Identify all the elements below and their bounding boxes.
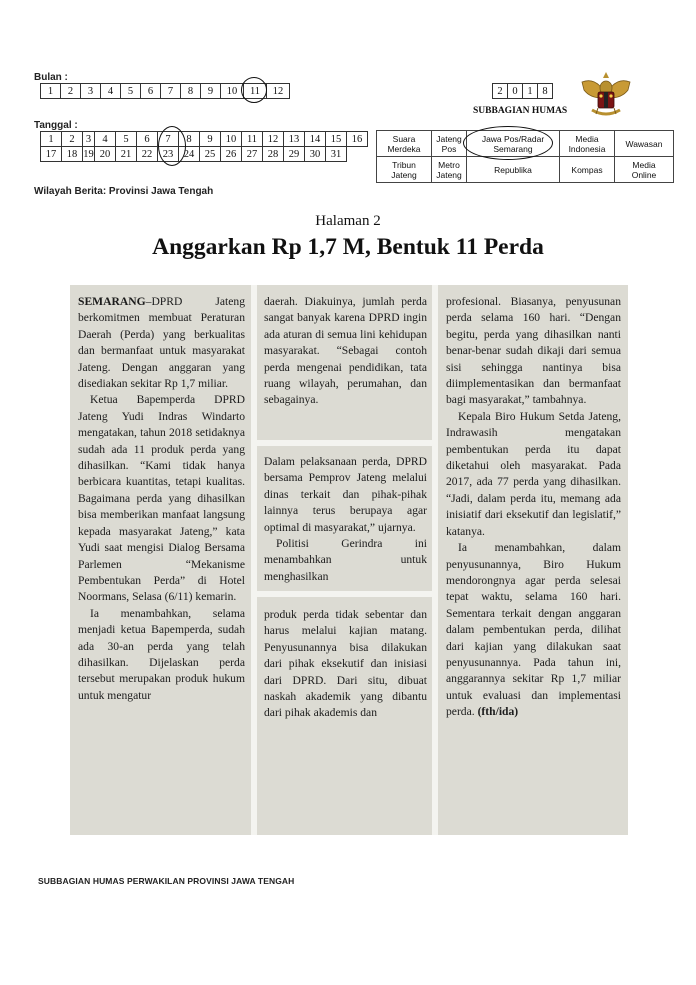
tanggal-cell: 24 — [179, 147, 200, 162]
paragraph: Kepala Biro Hukum Setda Jateng, Indrawasih mengatakan pembentukan perda itu dapat diketahui oleh masyarakat. Pada 2017, ada 77 perda yang dihasilkan. “Jadi, dalam perda itu, memang ada inisiatif dari eksekutif dan legislatif,” katanya. — [446, 409, 621, 538]
byline: (fth/ida) — [477, 705, 519, 719]
bulan-cell: 1 — [41, 84, 61, 99]
tanggal-cell: 19 — [83, 148, 94, 160]
paragraph: Ketua Bapemperda DPRD Jateng Yudi Indras Windarto mengatakan, tahun 2018 setidaknya sudah ada 11 produk perda yang dihasilkan. “Kami tidak hanya berbicara kuantitas, tetapi kualitas. Bagaimana perda yang dihasilkan bisa memberikan manfaat langsung kepada masyarakat Jateng,” kata Yudi saat mengisi Dialog Bersama Parlemen “Mekanisme Pembentukan Perda” di Hotel Noormans, Selasa (6/11) kemarin. — [78, 393, 245, 604]
tanggal-cell: 9 — [200, 132, 221, 147]
tanggal-cell: 30 — [305, 147, 326, 162]
tanggal-cell: 16 — [347, 132, 368, 147]
media-selection-ellipse — [463, 126, 553, 160]
tanggal-cell: 1 — [41, 132, 62, 147]
bulan-selection-circle — [241, 77, 267, 103]
page-number: Halaman 2 — [315, 213, 381, 229]
paragraph: SEMARANG–DPRD Jateng berkomitmen membuat Peraturan Daerah (Perda) yang berkualitas dan bermanfaat untuk masyarakat Jateng. Dengan anggaran yang disediakan sekitar Rp 1,7 miliar. — [78, 295, 245, 391]
paragraph: Politisi Gerindra ini menambahkan untuk menghasilkan — [264, 537, 427, 583]
tanggal-grid — [40, 131, 368, 162]
tanggal-cell: 8 — [179, 132, 200, 147]
column-gutter — [432, 285, 438, 835]
tanggal-cell: 14 — [305, 132, 326, 147]
bulan-label: Bulan : — [34, 72, 68, 83]
tanggal-cell: 4 — [95, 132, 116, 147]
media-suara-merdeka: Suara Merdeka — [377, 131, 432, 157]
dateline: SEMARANG — [78, 295, 146, 308]
media-kompas: Kompas — [560, 157, 615, 183]
year-digit: 1 — [523, 84, 538, 99]
tanggal-label: Tanggal : — [34, 120, 78, 131]
year-grid — [492, 83, 553, 99]
garuda-emblem-icon — [578, 68, 634, 120]
tanggal-cell: 21 — [116, 147, 137, 162]
media-media-online: Media Online — [615, 157, 674, 183]
paragraph: Ia menambahkan, selama menjadi ketua Bapemperda, sudah ada 30-an perda yang telah dihasilkan. Dijelaskan perda tersebut merupakan produk hukum untuk mengatur — [78, 606, 245, 702]
media-jateng-pos: Jateng Pos — [432, 131, 467, 157]
media-jawa-pos-radar-semarang: Jawa Pos/Radar Semarang — [467, 131, 560, 157]
tanggal-cell: 11 — [242, 132, 263, 147]
tanggal-cell: 31 — [326, 147, 347, 162]
bulan-cell: 12 — [267, 84, 290, 99]
footer-label: SUBBAGIAN HUMAS PERWAKILAN PROVINSI JAWA TENGAH — [38, 876, 295, 886]
media-wawasan: Wawasan — [615, 131, 674, 157]
paragraph: daerah. Diakuinya, jumlah perda sangat banyak karena DPRD ingin ada aturan di semua lini kehidupan masyarakat. “Sebagai contoh perda mengenai pendidikan, tata ruang wilayah, perumahan, dan sebagainya. — [264, 295, 427, 407]
tanggal-cell: 20 — [95, 147, 116, 162]
tanggal-cell: 23 — [158, 147, 179, 162]
tanggal-cell: 17 — [41, 147, 62, 162]
headline: Anggarkan Rp 1,7 M, Bentuk 11 Perda — [152, 234, 544, 260]
tanggal-selection-circle — [158, 126, 186, 166]
tanggal-cell: 27 — [242, 147, 263, 162]
paragraph: profesional. Biasanya, penyusunan perda selama 160 hari. “Dengan begitu, perda yang dihasilkan nanti benar-benar sudah dikaji dari semua sisi sehingga nantinya bisa diimplementasikan dan bermanfaat bagi masyarakat,” tambahnya. — [446, 295, 621, 407]
tanggal-cell: 2 — [62, 132, 83, 147]
tanggal-cell: 18 — [62, 147, 83, 162]
article-column-2-middle — [264, 454, 427, 585]
article-column-2-bottom — [264, 607, 427, 722]
tanggal-cell: 15 — [326, 132, 347, 147]
tanggal-cell: 22 — [137, 147, 158, 162]
tanggal-cell: 10 — [221, 132, 242, 147]
bulan-cell: 9 — [201, 84, 221, 99]
tanggal-cell: 29 — [284, 147, 305, 162]
article-column-3 — [446, 294, 621, 721]
paragraph: Dalam pelaksanaan perda, DPRD bersama Pemprov Jateng melalui dinas terkait dan pihak-pihak lainnya terus berupaya agar optimal di masyarakat,” ujarnya. — [264, 455, 427, 534]
paragraph: produk perda tidak sebentar dan harus melalui kajian matang. Penyusunannya bisa dilakukan dari pihak eksekutif dan inisiasi dari DPRD. Dari situ, dibuat naskah akademik yang dibantu dari pihak akademis dan — [264, 608, 427, 720]
bulan-cell: 10 — [221, 84, 244, 99]
tanggal-cell: 25 — [200, 147, 221, 162]
subbagian-humas-label: SUBBAGIAN HUMAS — [473, 106, 568, 116]
bulan-cell: 2 — [61, 84, 81, 99]
bulan-cell: 5 — [121, 84, 141, 99]
wilayah-berita: Wilayah Berita: Provinsi Jawa Tengah — [34, 186, 214, 197]
media-media-indonesia: Media Indonesia — [560, 131, 615, 157]
year-digit: 0 — [508, 84, 523, 99]
article-column-1 — [78, 294, 245, 704]
tanggal-cell: 26 — [221, 147, 242, 162]
bulan-cell: 7 — [161, 84, 181, 99]
tanggal-cell: 6 — [137, 132, 158, 147]
bulan-cell: 8 — [181, 84, 201, 99]
column-break — [257, 591, 432, 597]
media-tribun-jateng: Tribun Jateng — [377, 157, 432, 183]
media-republika: Republika — [467, 157, 560, 183]
media-metro-jateng: Metro Jateng — [432, 157, 467, 183]
bulan-cell: 3 — [81, 84, 101, 99]
tanggal-cell-selected: 7 — [158, 132, 179, 147]
bulan-cell: 4 — [101, 84, 121, 99]
year-digit: 2 — [493, 84, 508, 99]
tanggal-cell: 5 — [116, 132, 137, 147]
bulan-cell-selected: 11 — [244, 84, 267, 99]
paragraph: Ia menambahkan, dalam penyusunannya, Biro Hukum mendorongnya agar perda selesai tepat waktu, selama 160 hari. Sementara terkait dengan anggaran dalam pembentukan perda, dilihat dari kajian yang dilakukan saat penyusunannya. Pada tahun ini, anggarannya sekitar Rp 1,7 miliar untuk evaluasi dan implementasi perda. (fth/ida) — [446, 541, 621, 719]
bulan-cell: 6 — [141, 84, 161, 99]
column-gutter — [251, 285, 257, 835]
tanggal-cell: 28 — [263, 147, 284, 162]
article-column-2-top — [264, 294, 427, 409]
column-break — [257, 440, 432, 446]
tanggal-cell: 3 — [83, 132, 95, 147]
year-digit: 8 — [538, 84, 553, 99]
tanggal-cell: 13 — [284, 132, 305, 147]
tanggal-cell: 12 — [263, 132, 284, 147]
